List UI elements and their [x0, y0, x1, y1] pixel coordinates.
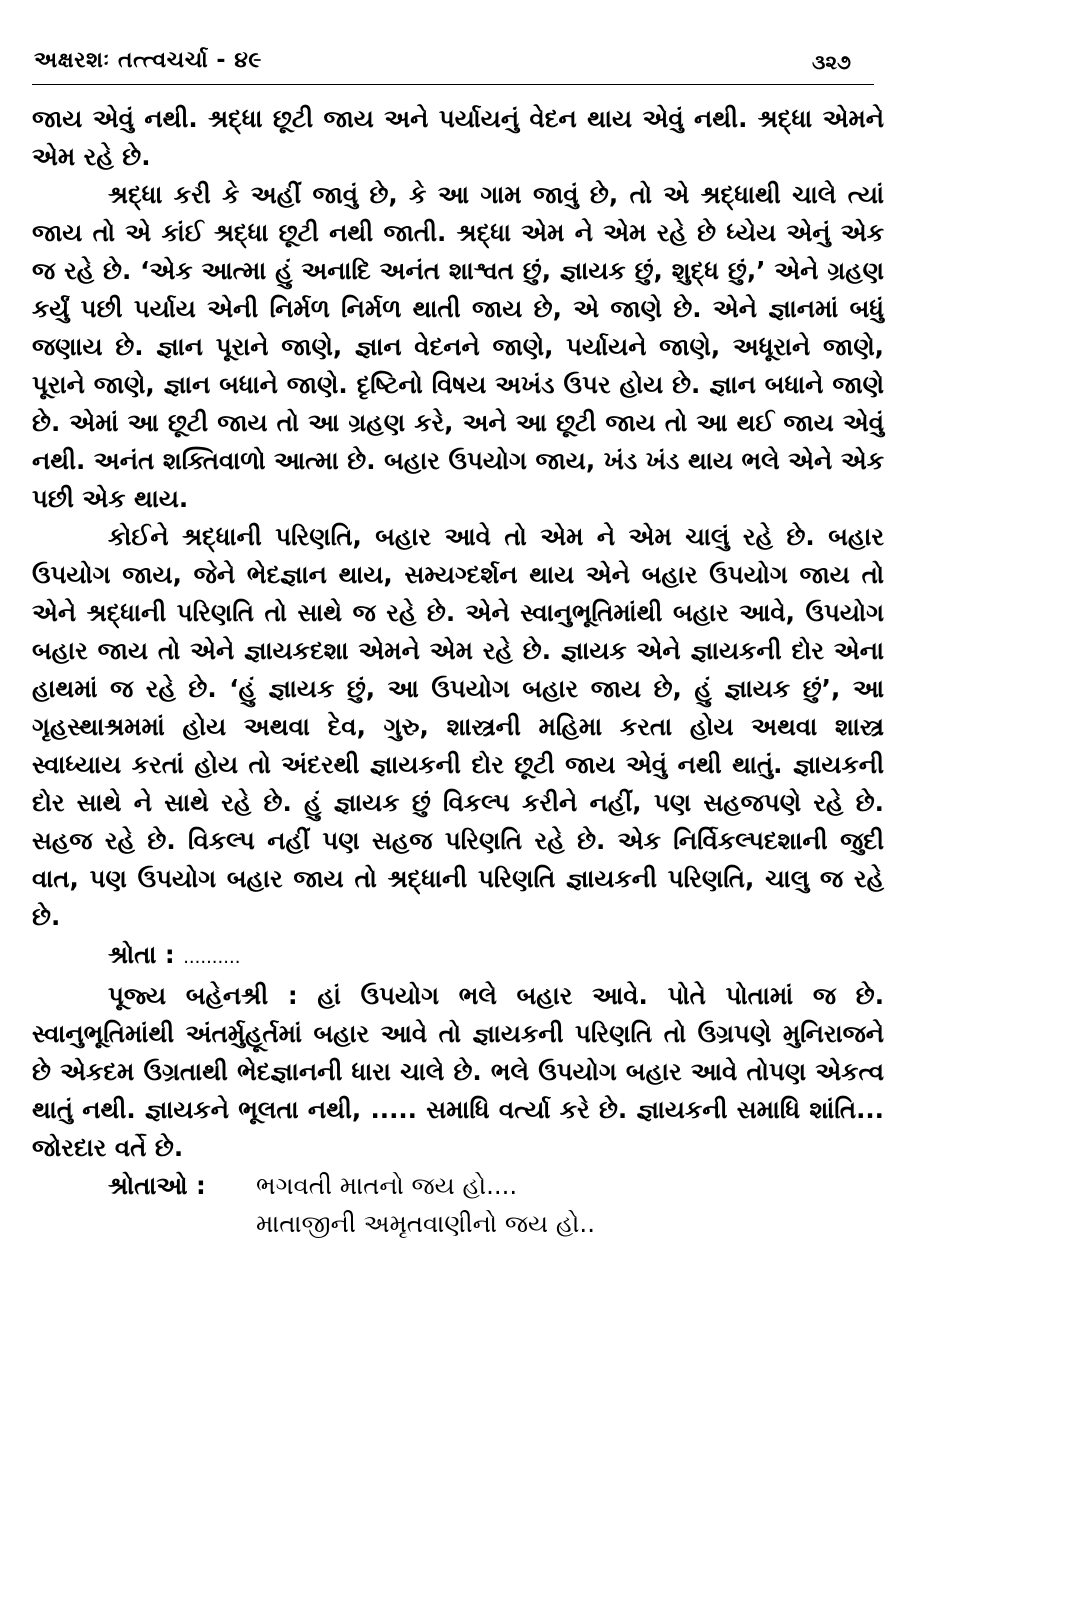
- speaker-label-bahenshri: પૂજ્ય બહેનશ્રી :: [108, 981, 298, 1010]
- running-header-title: અક્ષરશઃ તત્ત્વચર્ચા - ૪૯: [34, 48, 262, 73]
- closing-chant: [32, 1167, 884, 1243]
- listener-question-elided: ..........: [183, 947, 241, 968]
- chant-row: [32, 1167, 884, 1205]
- paragraph-continuation: જાય એવું નથી. શ્રદ્ધા છૂટી જાય અને પર્યાયનું વેદન થાય એવું નથી. શ્રદ્ધા એમને એમ રહે છે.: [32, 104, 884, 171]
- reply-text: હાં ઉપયોગ ભલે બહાર આવે. પોતે પોતામાં જ છે. સ્વાનુભૂતિમાંથી અંતર્મુહૂર્તમાં બહાર આવે તો જ્ઞાયકની પરિણતિ તો ઉગ્રપણે મુનિરાજને છે એકદમ ઉગ્રતાથી ભેદજ્ઞાનની ધારા ચાલે છે. ભલે ઉપયોગ બહાર આવે તોપણ એકત્વ થાતું નથી. જ્ઞાયકને ભૂલતા નથી, ..... સમાધિ વર્ત્યા કરે છે. જ્ઞાયકની સમાધિ શાંતિ... જોરદાર વર્તે છે.: [32, 981, 885, 1162]
- page-number: ૩૨૭: [812, 50, 851, 74]
- listener-line: [32, 936, 884, 977]
- page-body: [32, 100, 884, 1243]
- chant-row: [32, 1205, 884, 1243]
- header-divider: [32, 84, 874, 85]
- speaker-label-listener: શ્રોતા :: [108, 940, 175, 969]
- reply-paragraph: [32, 977, 884, 1167]
- chant-line: માતાજીની અમૃતવાણીનો જય હો..: [256, 1209, 595, 1238]
- running-header: [32, 48, 884, 84]
- speaker-label-listeners: શ્રોતાઓ :: [108, 1171, 206, 1200]
- chant-line: ભગવતી માતનો જય હો....: [256, 1171, 518, 1200]
- paragraph: કોઈને શ્રદ્ધાની પરિણતિ, બહાર આવે તો એમ ને એમ ચાલું રહે છે. બહાર ઉપયોગ જાય, જેને ભેદજ્ઞાન થાય, સમ્યગ્દર્શન થાય એને બહાર ઉપયોગ જાય તો એને શ્રદ્ધાની પરિણતિ તો સાથે જ રહે છે. એને સ્વાનુભૂતિમાંથી બહાર આવે, ઉપયોગ બહાર જાય તો એને જ્ઞાયકદશા એમને એમ રહે છે. જ્ઞાયક એને જ્ઞાયકની દોર એના હાથમાં જ રહે છે. ‘હું જ્ઞાયક છું, આ ઉપયોગ બહાર જાય છે, હું જ્ઞાયક છું’, આ ગૃહસ્થાશ્રમમાં હોય અથવા દેવ, ગુરુ, શાસ્ત્રની મહિમા કરતા હોય અથવા શાસ્ત્ર સ્વાધ્યાય કરતાં હોય તો અંદરથી જ્ઞાયકની દોર છૂટી જાય એવું નથી થાતું. જ્ઞાયકની દોર સાથે ને સાથે રહે છે. હું જ્ઞાયક છું વિકલ્પ કરીને નહીં, પણ સહજપણે રહે છે. સહજ રહે છે. વિકલ્પ નહીં પણ સહજ પરિણતિ રહે છે. એક નિર્વિકલ્પદશાની જુદી વાત, પણ ઉપયોગ બહાર જાય તો શ્રદ્ધાની પરિણતિ જ્ઞાયકની પરિણતિ, ચાલુ જ રહે છે.: [32, 522, 884, 931]
- paragraph: શ્રદ્ધા કરી કે અહીં જાવું છે, કે આ ગામ જાવું છે, તો એ શ્રદ્ધાથી ચાલે ત્યાં જાય તો એ કાંઈ શ્રદ્ધા છૂટી નથી જાતી. શ્રદ્ધા એમ ને એમ રહે છે ધ્યેય એનું એક જ રહે છે. ‘એક આત્મા હું અનાદિ અનંત શાશ્વત છું, જ્ઞાયક છું, શુદ્ધ છું,’ એને ગ્રહણ કર્યું પછી પર્યાય એની નિર્મળ નિર્મળ થાતી જાય છે, એ જાણે છે. એને જ્ઞાનમાં બધું જણાય છે. જ્ઞાન પૂરાને જાણે, જ્ઞાન વેદનને જાણે, પર્યાયને જાણે, અધૂરાને જાણે, પૂરાને જાણે, જ્ઞાન બધાને જાણે. દૃષ્ટિનો વિષય અખંડ ઉપર હોય છે. જ્ઞાન બધાને જાણે છે. એમાં આ છૂટી જાય તો આ ગ્રહણ કરે, અને આ છૂટી જાય તો આ થઈ જાય એવું નથી. અનંત શક્તિવાળો આત્મા છે. બહાર ઉપયોગ જાય, ખંડ ખંડ થાય ભલે એને એક પછી એક થાય.: [32, 180, 884, 513]
